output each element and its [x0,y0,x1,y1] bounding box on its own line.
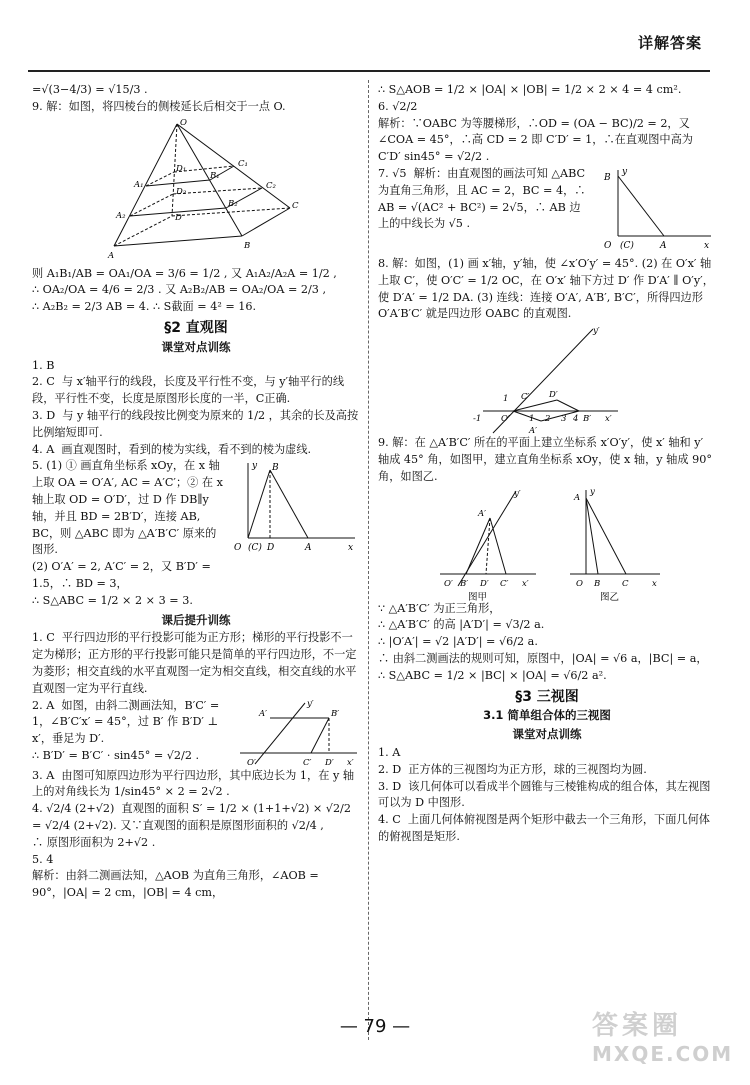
left-column [32,82,360,902]
fig9a-label: y′ [514,488,521,499]
answer-item: 3. D 该几何体可以看成半个圆锥与三棱锥构成的组合体，其左视图可以为 D 中图形. [378,779,711,810]
fig9b-label: C [622,578,629,589]
pyramid-label: B₁ [210,170,220,181]
fig5-label: A [305,543,312,554]
fig8-label: O′ [501,414,510,425]
pyramid-label: B₂ [228,198,238,209]
fig7-label: y [622,166,628,177]
answer-item: 1. B [32,358,55,372]
answer-item: 2. A 如图，由斜二测画法知，B′C′ = 1，∠B′C′x′ = 45°，过 B′ 作 B′D′ ⊥ x′，垂足为 D′. [32,698,223,746]
fig9b-label: O [576,578,583,589]
fig8-label: -1 [473,414,482,425]
fig9b-label: x [652,578,657,589]
section-heading: §2 直观图 [164,319,228,336]
answer-line: 9. 解：如图，将四棱台的侧棱延长后相交于一点 O. [32,99,286,113]
watermark-top: 答案圈 [592,1011,683,1041]
fig2-label: A′ [259,708,268,719]
header-title: 详解答案 [637,34,702,52]
answer-item: 9. 解：在 △A′B′C′ 所在的平面上建立坐标系 x′O′y′，使 x′ 轴和 y′ 轴成 45° 角，如图甲，建立直角坐标系 xOy，使 x 轴，y 轴成 90° 角，如图乙. [378,436,716,483]
fig5-label: y [252,461,258,472]
header-rule [28,70,710,72]
answer-item: ∴ S△ABC = 1/2 × 2 × 3 = 3. [32,593,193,607]
answer-item: 2. C 与 x′轴平行的线段，长度及平行性不变，与 y′轴平行的线段，平行性不变，长度是原图形长度的一半，C正确. [32,375,345,406]
item2-block [32,698,360,768]
triangle-figure-5 [230,458,360,558]
fig8-label: A′ [529,426,538,436]
fig8-label: x′ [605,414,612,425]
pyramid-label: C₁ [238,158,248,169]
fig9a-caption: 图甲 [468,591,488,601]
answer-item: 4. A 画直观图时，看到的棱为实线，看不到的棱为虚线. [32,442,312,456]
answer-item: 2. D 正方体的三视图均为正方形，球的三视图均为圆. [378,762,647,776]
pyramid-label: O [180,117,187,128]
fig7-label: O [604,240,612,251]
page-header [0,0,750,70]
fig9a-label: O′ [444,578,453,589]
watermark-bottom: MXQE.COM [592,1042,734,1066]
subheading: 3.1 简单组合体的三视图 [483,708,611,723]
subheading: 课堂对点训练 [512,727,582,742]
fig5-label: D [267,543,275,554]
fig8-label: 3 [561,414,567,425]
fig9-row [438,486,716,601]
page-number: — 79 — [339,1016,411,1037]
pyramid-label: A [108,250,115,261]
answer-line: ∴ A₂B₂ = 2/3 AB = 4. ∴ S截面 = 4² = 16. [32,300,257,314]
answer-item: 7. √5 解析：由直观图的画法可知 △ABC 为直角三角形，且 AC = 2，BC = 4，∴ AB = √(AC² + BC²) = 2√5，∴ AB 边上的中线长为 √5 . [378,166,590,231]
fig7-label: B [604,172,611,183]
answer-item: (2) O′A′ = 2, A′C′ = 2，又 B′D′ = 1.5，∴ BD = 3， [32,560,215,590]
answer-item: ∴ 原图形面积为 2+√2 . [32,835,156,849]
fig9a-label: B′ [460,578,469,589]
triangle-figure-7 [596,166,716,256]
answer-line: ∴ OA₂/OA = 4/6 = 2/3 . 又 A₂B₂/AB = OA₂/OA = 2/3 , [32,283,327,297]
answer-item: 3. D 与 y 轴平行的线段按比例变为原来的 1/2 ，其余的长及高按比例缩短即可. [32,408,359,439]
fig2-label: y′ [307,698,314,709]
fig8-label: 1 [529,414,535,425]
fig5-label: O [234,543,242,554]
answer-item: ∴ B′D′ = B′C′ · sin45° = √2/2 . [32,748,200,762]
fig8-label: 2 [545,414,551,425]
quadrilateral-diagram [473,323,623,435]
fig9a-label: x′ [522,578,529,589]
answer-item: 5. (1) ① 画直角坐标系 xOy，在 x 轴上取 OA = O′A′, AC = A′C′；② 在 x 轴上取 OD = O′D′，过 D 作 DB∥y 轴，并且 BD = 2B′D′，连接 AB, BC，则 △ABC 即为 △A′B′C′ 原来的图形. [32,459,227,557]
pyramid-label: D₂ [176,186,187,197]
answer-line: ∵ △A′B′C′ 为正三角形， [378,601,501,615]
item5-block [32,458,360,592]
quadrilateral-figure [473,323,716,435]
answer-line: ∴ |O′A′| = √2 |A′D′| = √6/2 a. [378,635,538,649]
fig9b-caption: 图乙 [600,591,620,601]
pyramid-label: D₁ [176,163,187,174]
answer-item: 1. C 平行四边形的平行投影可能为正方形；梯形的平行投影不一定为梯形；正方形的平行投影可能只是简单的平行四边形，不一定为菱形；相交直线的水平直观图一定为相交直线，相交直线的水平直观图一定为平行直线. [32,631,357,695]
pyramid-label: C [292,200,299,211]
fig2-label: D′ [325,757,334,768]
fig7-label: (C) [620,240,634,251]
pyramid-label: C₂ [266,180,276,191]
pyramid-label: A₂ [116,210,126,221]
answer-item: 1. A [378,745,401,759]
answer-line: 6. √2/2 [378,99,418,113]
answer-item: 4. C 上面几何体俯视图是两个矩形中截去一个三角形，下面几何体的俯视图是矩形. [378,813,710,843]
answer-line: ∴ △A′B′C′ 的高 |A′D′| = √3/2 a. [378,618,545,632]
fig8-label: D′ [549,390,558,401]
fig8-label: 1 [503,394,509,405]
parallelogram-figure [235,698,360,768]
fig9b-label: B [594,578,601,589]
answer-line: ∴ 由斜二测画法的规则可知，原图中，|OA| = √6 a，|BC| = a， [378,651,708,665]
pyramid-label: A₁ [134,179,144,190]
fig2-label: C′ [303,757,312,768]
fig8-label: y′ [593,326,600,337]
pyramid-label: D [175,212,182,223]
fig8-label: 4 [573,414,579,425]
fig9a-label: C′ [500,578,509,589]
answer-item: 5. 4 [32,852,54,866]
column-divider [368,80,369,1040]
fig9b-label: A [574,492,581,503]
answer-item: 3. A 由图可知原四边形为平行四边形，其中底边长为 1，在 y 轴上的对角线长为 1/sin45° × 2 = 2√2 . [32,768,355,799]
answer-line: 解析：∵OABC 为等腰梯形，∴OD = (OA − BC)/2 = 2，又 ∠COA = 45°，∴高 CD = 2 即 C′D′ = 1，∴在直观图中高为 C′D′ sin45° = √2/2 . [378,116,697,164]
fig2-label: O′ [247,757,256,768]
fig9a-label: D′ [480,578,489,589]
fig7-label: A [660,240,667,251]
fig2-label: B′ [331,708,340,719]
subheading: 课后提升训练 [161,612,231,627]
fig8-label: B′ [583,414,592,425]
answer-item: 8. 解：如图，(1) 画 x′轴，y′轴，使 ∠x′O′y′ = 45°. (2) 在 O′x′ 轴上取 C′，使 O′C′ = 1/2 OC，在 O′x′ 轴下方过 D′ 作 D′A′ ∥ O′y′，使 D′A′ = 1/2 DA. (3) 连线：连接 O′A′, A′B′, B′C′，所得四边形 O′A′B′C′ 就是四边形 OABC 的直观图. [378,256,714,321]
right-column [378,82,716,846]
fig9b-label: y [590,486,595,497]
answer-item: 4. √2/4 (2+√2) 直观图的面积 S′ = 1/2 × (1+1+√2) × √2/2 = √2/4 (2+√2). 又∵直观图的面积是原图形面积的 √2/4 , [32,802,355,832]
answer-item: 解析：由斜二测画法知，△AOB 为直角三角形，∠AOB = 90°，|OA| = 2 cm，|OB| = 4 cm， [32,869,323,900]
answer-line: 则 A₁B₁/AB = OA₁/OA = 3/6 = 1/2 , 又 A₁A₂/A₂A = 1/2 , [32,266,337,280]
watermark-logo [592,1005,732,1071]
fig2-label: x′ [347,757,354,768]
fig5-label: x [348,543,354,554]
figure-yi [564,486,664,601]
frustum-diagram [72,116,302,266]
fig7-label: x [704,240,710,251]
fig8-label: C′ [521,392,530,403]
subheading: 课堂对点训练 [161,339,231,354]
figure-jia [438,486,538,601]
fig5-label: (C) [248,543,262,554]
answer-line: ∴ S△AOB = 1/2 × |OA| × |OB| = 1/2 × 2 × 4 = 4 cm². [378,83,682,96]
pyramid-label: B [244,240,251,251]
fig5-label: B [272,463,279,474]
item7-block [378,166,716,256]
section-heading: §3 三视图 [515,688,579,705]
fig9a-label: A′ [478,508,487,519]
answer-line: ∴ S△ABC = 1/2 × |BC| × |OA| = √6/2 a². [378,668,607,682]
frustum-figure [72,116,360,266]
answer-line: =√(3−4/3) = √15/3 . [32,83,148,96]
